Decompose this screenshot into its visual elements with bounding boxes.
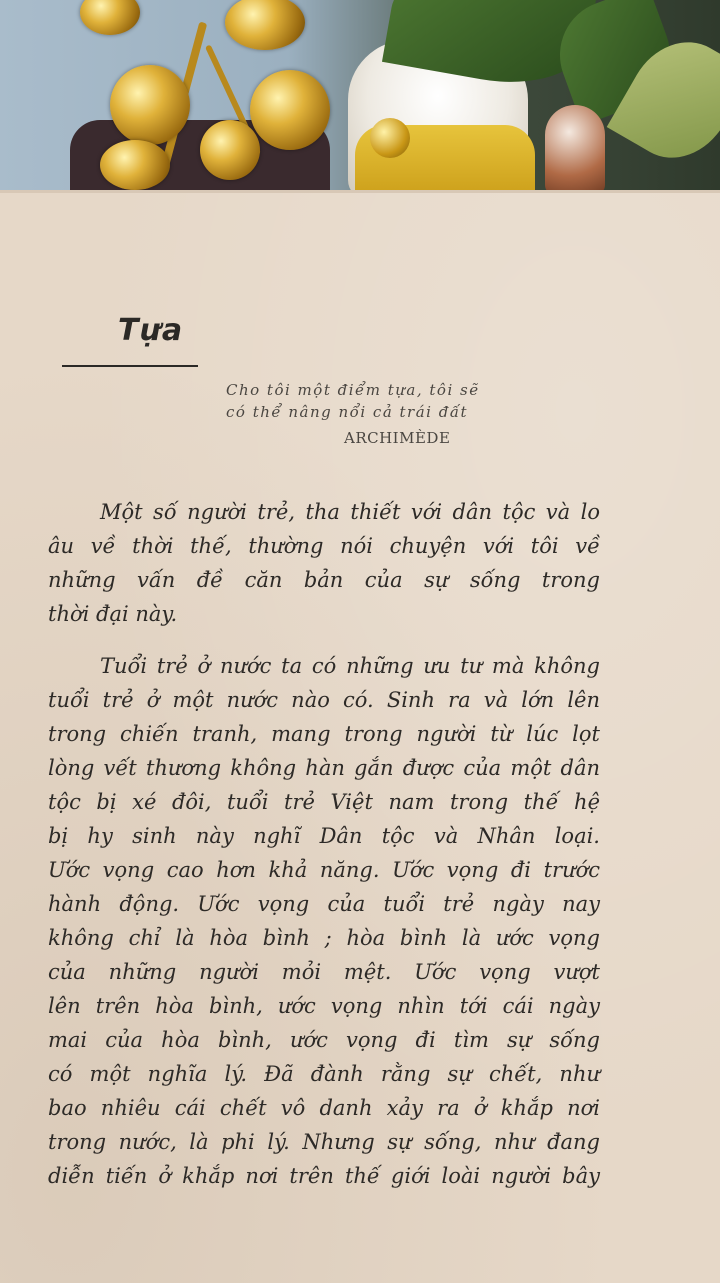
text-line: của những người mỏi mệt. Ước vọng vượt	[48, 960, 600, 984]
text-line: lên trên hòa bình, ước vọng nhìn tới cái ngày	[48, 994, 600, 1018]
title-underline	[62, 365, 198, 367]
epigraph-author: ARCHIMÈDE	[344, 429, 451, 447]
page-title: Tựa	[118, 313, 184, 348]
text-line: Ước vọng cao hơn khả năng. Ước vọng đi trước	[48, 858, 600, 882]
text-line: âu về thời thế, thường nói chuyện với tôi về	[48, 534, 600, 558]
text-line: không chỉ là hòa bình ; hòa bình là ước vọng	[48, 926, 600, 950]
paragraph	[48, 649, 600, 1193]
background-photo	[0, 0, 720, 200]
gold-ornament	[225, 0, 305, 50]
text-line: lòng vết thương không hàn gắn được của một dân	[48, 756, 600, 780]
small-figurine	[545, 105, 605, 195]
gold-ornament	[100, 140, 170, 190]
gold-ornament	[80, 0, 140, 35]
text-line: trong nước, là phi lý. Nhưng sự sống, như đang	[48, 1130, 600, 1154]
text-line: Một số người trẻ, tha thiết với dân tộc và lo	[100, 500, 600, 524]
epigraph-line: Cho tôi một điểm tựa, tôi sẽ	[226, 381, 480, 399]
paragraph	[48, 495, 600, 631]
book-page	[0, 190, 720, 1283]
gold-ornament	[110, 65, 190, 145]
text-line: có một nghĩa lý. Đã đành rằng sự chết, như	[48, 1062, 600, 1086]
text-line: Tuổi trẻ ở nước ta có những ưu tư mà không	[100, 654, 600, 678]
text-line: những vấn đề căn bản của sự sống trong	[48, 568, 600, 592]
text-line: trong chiến tranh, mang trong người từ lúc lọt	[48, 722, 600, 746]
body-text	[48, 495, 600, 1211]
text-line: tuổi trẻ ở một nước nào có. Sinh ra và lớn lên	[48, 688, 600, 712]
epigraph-line: có thể nâng nổi cả trái đất	[226, 403, 469, 421]
text-line: hành động. Ước vọng của tuổi trẻ ngày nay	[48, 892, 600, 916]
text-line: bao nhiêu cái chết vô danh xảy ra ở khắp nơi	[48, 1096, 600, 1120]
gold-ornament	[200, 120, 260, 180]
gold-bell	[370, 118, 410, 158]
text-line: thời đại này.	[48, 602, 178, 626]
text-line: mai của hòa bình, ước vọng đi tìm sự sống	[48, 1028, 600, 1052]
text-line: bị hy sinh này nghĩ Dân tộc và Nhân loại.	[48, 824, 600, 848]
text-line: tộc bị xé đôi, tuổi trẻ Việt nam trong thế hệ	[48, 790, 600, 814]
text-line: diễn tiến ở khắp nơi trên thế giới loài người bây	[48, 1164, 600, 1188]
epigraph	[226, 379, 516, 449]
gold-ornament	[250, 70, 330, 150]
